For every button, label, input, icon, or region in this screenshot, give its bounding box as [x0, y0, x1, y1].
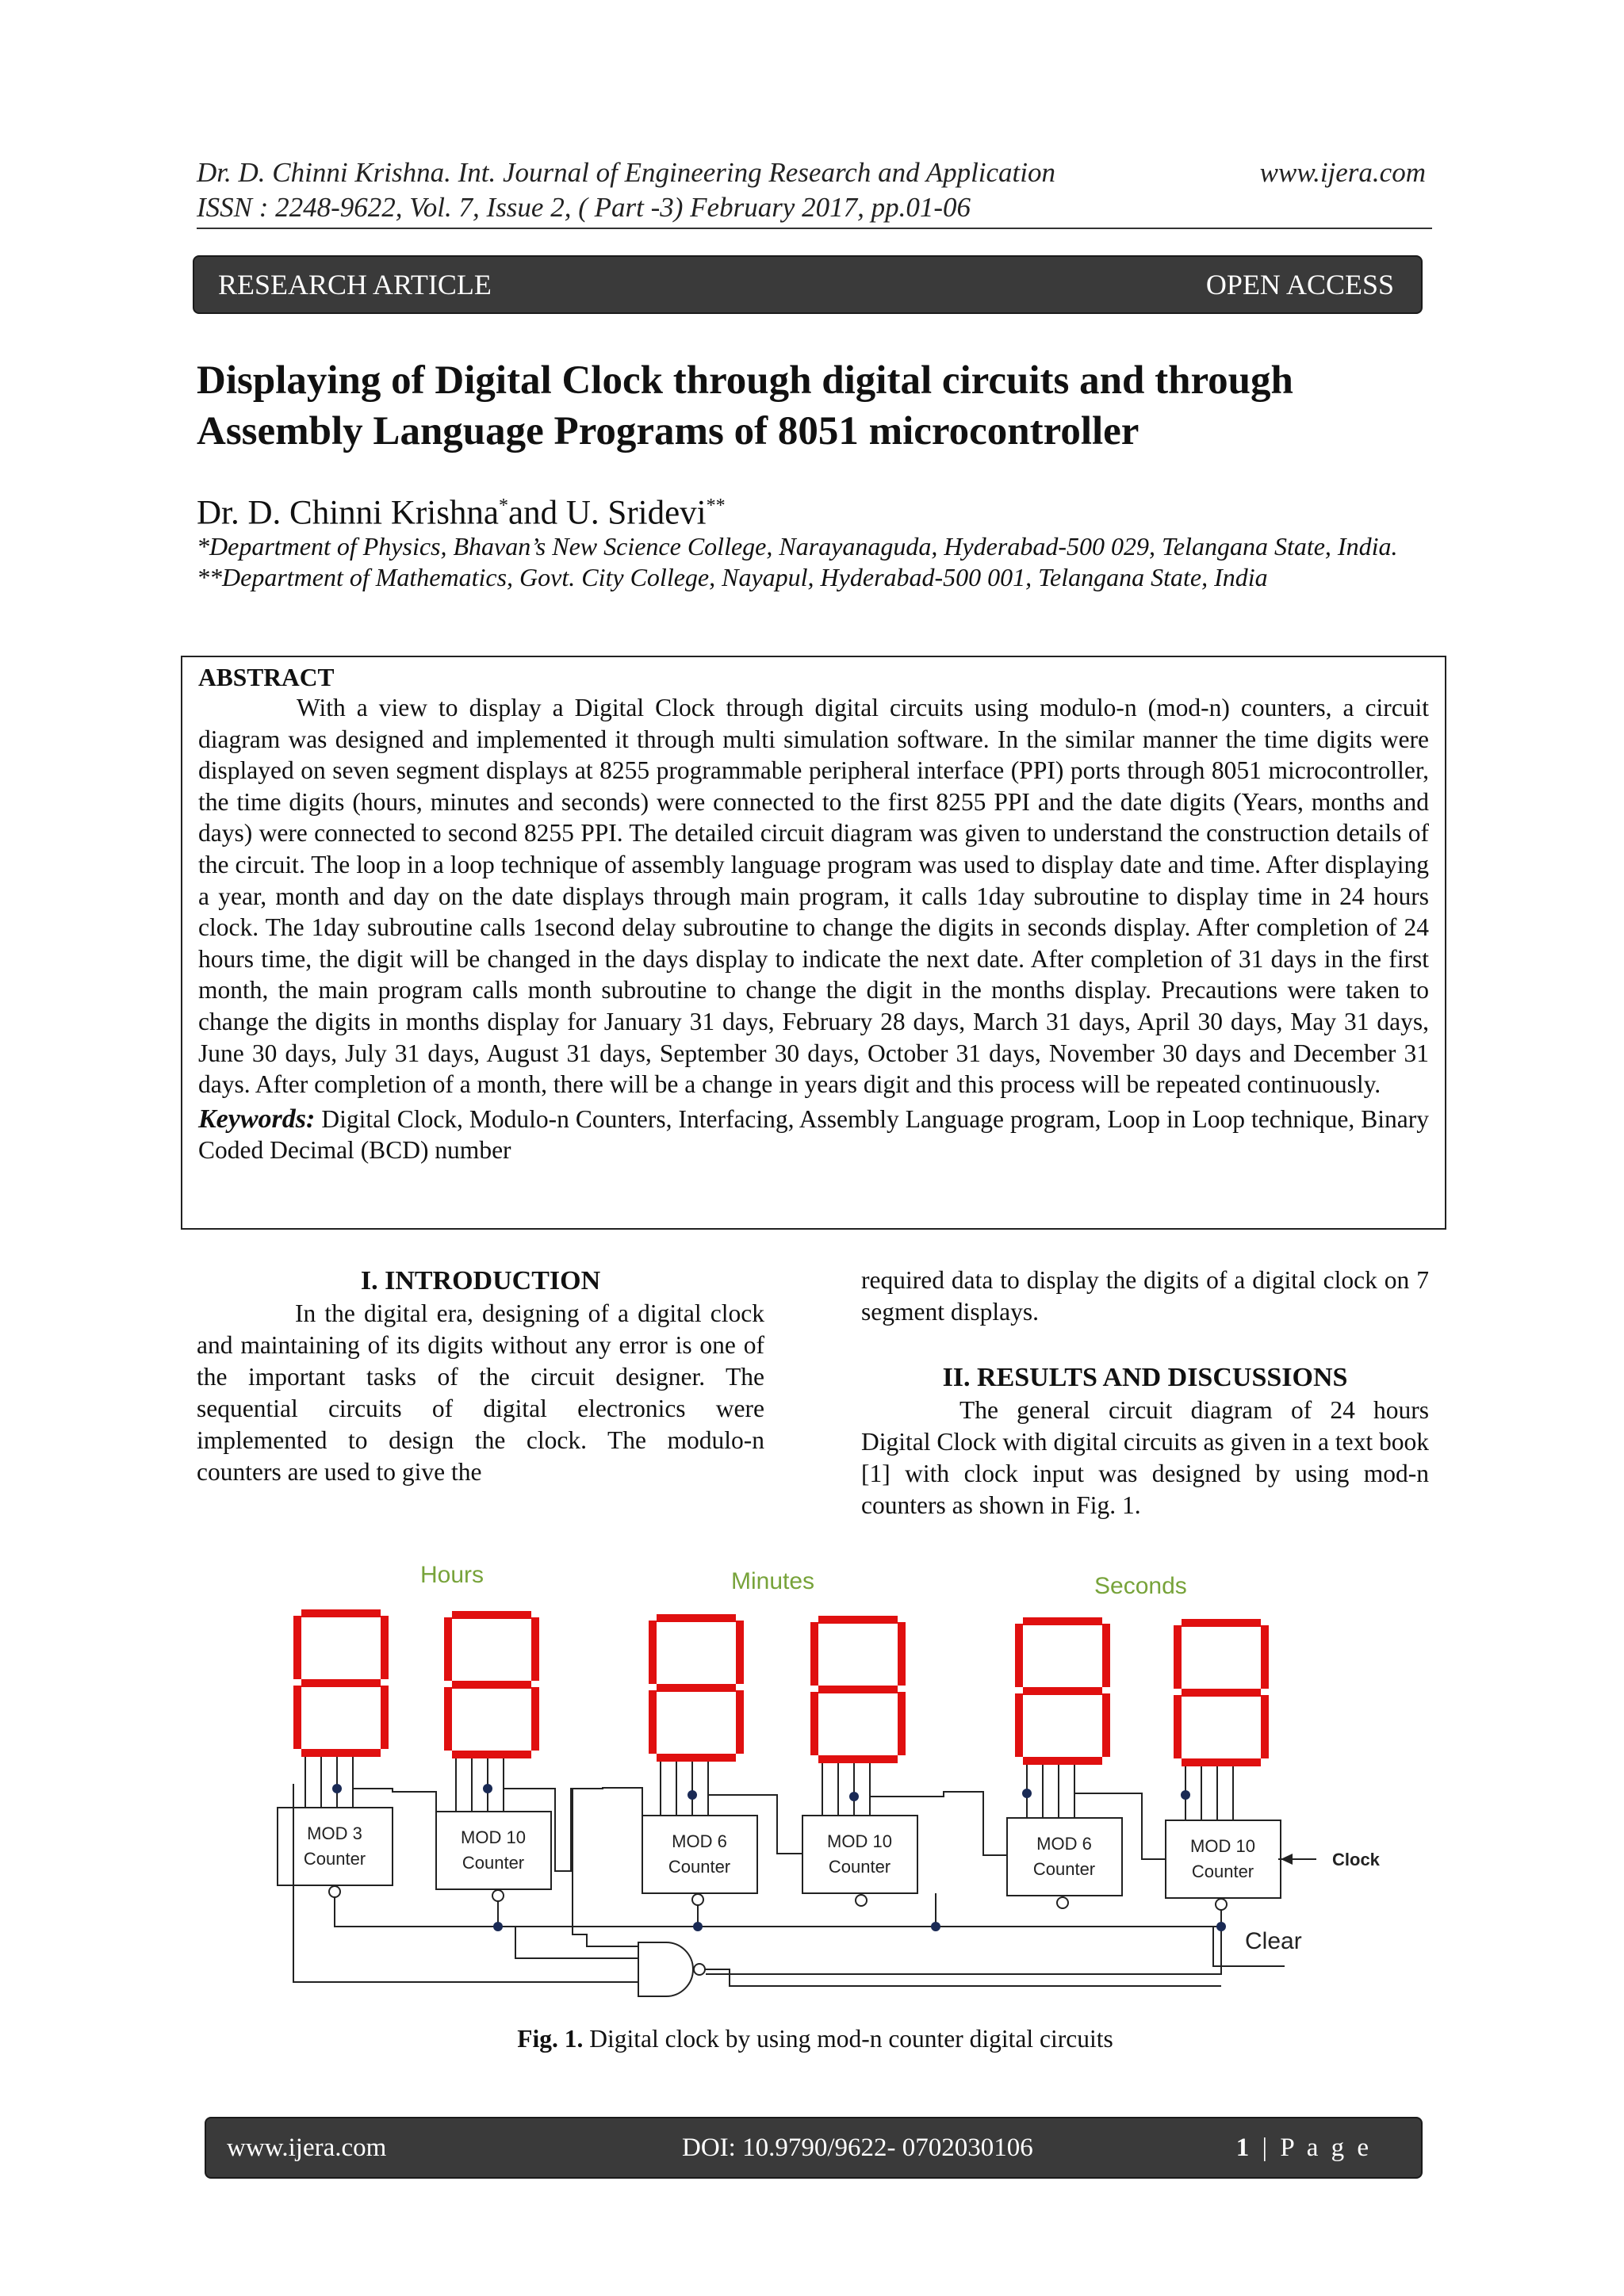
footer-website[interactable]: www.ijera.com [227, 2133, 387, 2162]
circuit-figure [238, 1554, 1380, 2006]
page-label: | P a g e [1252, 2133, 1372, 2162]
counter-4-label-2: Counter [828, 1857, 891, 1877]
counter-5-label-1: MOD 6 [1036, 1834, 1092, 1854]
counter-1-label-1: MOD 3 [307, 1823, 362, 1843]
counter-6-label-2: Counter [1191, 1862, 1254, 1881]
introduction-heading: I. INTRODUCTION [360, 1266, 601, 1295]
footer-page [1236, 2133, 1372, 2163]
label-seconds: Seconds [1094, 1573, 1187, 1599]
abstract-heading: ABSTRACT [198, 664, 335, 691]
access-label: OPEN ACCESS [1205, 269, 1394, 300]
figure-caption [197, 2023, 1434, 2055]
page-number: 1 [1235, 2133, 1253, 2162]
article-type-label: RESEARCH ARTICLE [218, 269, 492, 300]
introduction-text: In the digital era, designing of a digital clock and maintaining of its digits without any error is one of the important tasks of the circuit designer. The sequential circuits of digital electronics were implemented to design the clock. The modulo-n counters are used to give the [197, 1299, 764, 1486]
abstract-box [181, 656, 1446, 1230]
affiliation-1: *Department of Physics, Bhavan’s New Science College, Narayanaguda, Hyderabad-500 029, Telangana State, India. [197, 532, 1398, 561]
counter-3-label-1: MOD 6 [672, 1831, 727, 1851]
author-1: Dr. D. Chinni Krishna [197, 494, 500, 532]
label-hours: Hours [420, 1562, 485, 1588]
figure-caption-label: Fig. 1. [517, 2025, 584, 2053]
header-rule [197, 228, 1432, 229]
affiliation-2: **Department of Mathematics, Govt. City College, Nayapul, Hyderabad-500 001, Telangana State, India [197, 563, 1268, 591]
counter-2-label-2: Counter [462, 1853, 525, 1873]
keywords-text: Digital Clock, Modulo-n Counters, Interfacing, Assembly Language program, Loop in Loop technique, Binary Coded Decimal (BCD) number [198, 1104, 1430, 1165]
author-line [197, 485, 726, 534]
article-type-banner [193, 255, 1423, 314]
seven-segment-display-4 [810, 1616, 906, 1763]
seven-segment-display-2 [444, 1611, 539, 1758]
counter-5-label-2: Counter [1032, 1859, 1096, 1879]
seven-segment-display-6 [1174, 1619, 1269, 1766]
figure-caption-text: Digital clock by using mod-n counter digital circuits [589, 2025, 1113, 2053]
author-joiner: and U. Sridevi [508, 494, 707, 532]
keywords [198, 1104, 1429, 1166]
affiliations [197, 531, 1434, 593]
keywords-label: Keywords: [198, 1104, 316, 1134]
issn-line: ISSN : 2248-9622, Vol. 7, Issue 2, ( Part -3) February 2017, pp.01-06 [197, 192, 971, 223]
counter-1-label-2: Counter [303, 1849, 366, 1869]
seven-segment-display-1 [293, 1609, 389, 1757]
results-text: The general circuit diagram of 24 hours Digital Clock with digital circuits as given in a text book [1] with clock input was designed by using mod-n counters as shown in Fig. 1. [861, 1396, 1429, 1519]
seven-segment-display-5 [1015, 1617, 1110, 1765]
counter-2-label-1: MOD 10 [461, 1827, 526, 1847]
counter-4-label-1: MOD 10 [827, 1831, 892, 1851]
clear-label: Clear [1245, 1928, 1302, 1954]
page-footer [205, 2117, 1423, 2179]
footer-doi: DOI: 10.9790/9622- 0702030106 [682, 2133, 1033, 2162]
label-minutes: Minutes [731, 1568, 815, 1594]
right-column [861, 1265, 1429, 1521]
circuit-wiring [278, 1757, 1316, 1996]
counter-6-label-1: MOD 10 [1190, 1836, 1255, 1856]
author-2-mark: ** [706, 496, 726, 516]
circuit-diagram [238, 1554, 1380, 2006]
results-heading: II. RESULTS AND DISCUSSIONS [942, 1363, 1348, 1392]
seven-segment-display-3 [649, 1614, 744, 1762]
author-1-mark: * [499, 496, 509, 516]
left-column [197, 1265, 764, 1488]
counter-3-label-2: Counter [668, 1857, 731, 1877]
paper-title: Displaying of Digital Clock through digital circuits and through Assembly Language Programs of 8051 microcontroller [197, 358, 1293, 453]
running-head [197, 155, 1426, 225]
journal-website[interactable]: www.ijera.com [1259, 157, 1426, 188]
journal-citation: Dr. D. Chinni Krishna. Int. Journal of Engineering Research and Application [197, 157, 1056, 188]
clock-label: Clock [1332, 1850, 1380, 1869]
introduction-continued: required data to display the digits of a digital clock on 7 segment displays. [861, 1266, 1429, 1326]
abstract-text: With a view to display a Digital Clock through digital circuits using modulo-n (mod-n) counters, a circuit diagram was designed and implemented it through multi simulation software. In the similar manner the time digits were displayed on seven segment displays at 8255 programmable peripheral interface (PPI) ports through 8051 microcontroller, the time digits (hours, minutes and seconds) were connected to the first 8255 PPI and the date digits (Years, months and days) were connected to second 8255 PPI. The detailed circuit diagram was given to understand the construction details of the circuit. The loop in a loop technique of assembly language program was used to display date and time. After displaying a year, month and day on the date displays through main program, it calls 1day subroutine to display time in 24 hours clock. The 1day subroutine calls 1second delay subroutine to change the digits in seconds display. After completion of 24 hours time, the digit will be changed in the days display to indicate the next date. After completion of 31 days in the first month, the main program calls month subroutine to change the digit in the months display. Precautions were taken to change the digits in months display for January 31 days, February 28 days, March 31 days, April 30 days, May 31 days, June 30 days, July 31 days, August 31 days, September 30 days, October 31 days, November 30 days and December 31 days. After completion of a month, there will be a change in years digit and this process will be repeated continuously. [198, 694, 1429, 1099]
